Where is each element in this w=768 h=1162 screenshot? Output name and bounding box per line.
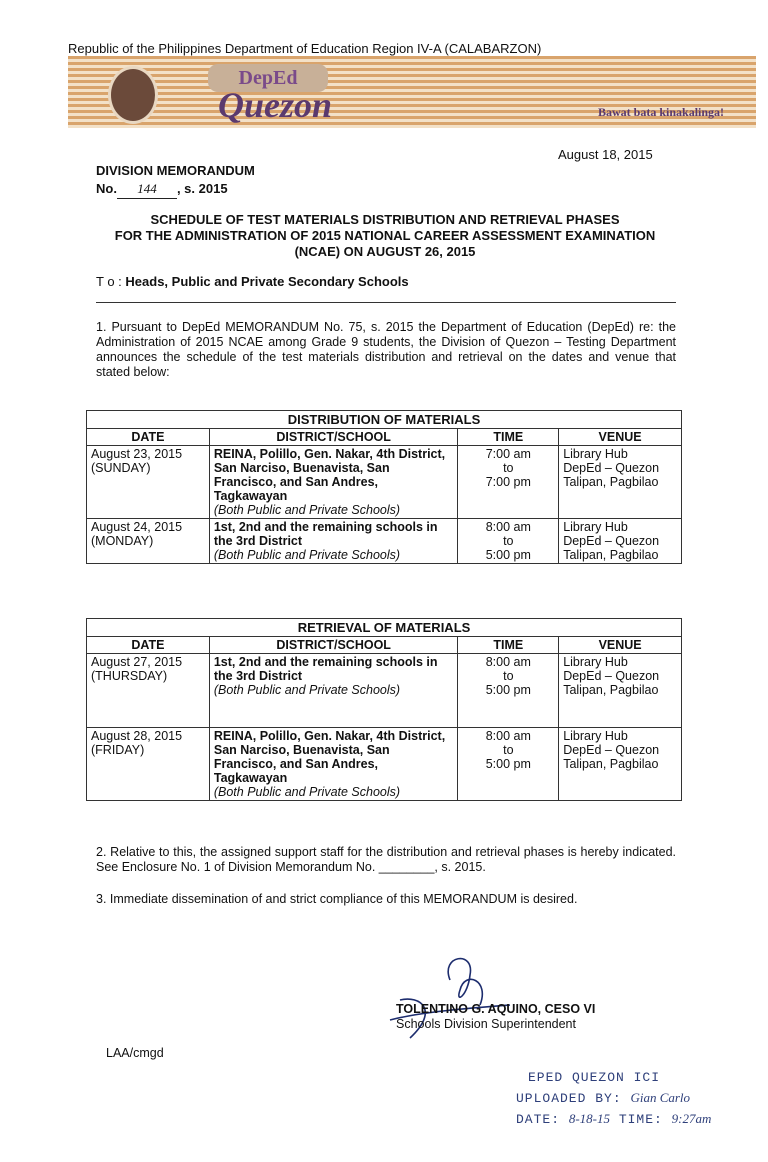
retrieval-caption: RETRIEVAL OF MATERIALS (87, 619, 682, 637)
row-venue: DepEd – Quezon (563, 743, 660, 757)
distribution-caption: DISTRIBUTION OF MATERIALS (87, 411, 682, 429)
initials: LAA/cmgd (106, 1046, 164, 1060)
row-day: (THURSDAY) (91, 669, 168, 683)
divider (96, 302, 676, 303)
memo-number-line (96, 180, 255, 199)
stamp-uploaded (516, 1088, 711, 1109)
col-header-venue: VENUE (559, 429, 682, 446)
stamp-uploaded-value: Gian Carlo (630, 1090, 691, 1105)
row-time-to: to (503, 534, 514, 548)
stamp-time-value: 9:27am (671, 1111, 712, 1126)
row-venue: Talipan, Pagbilao (563, 548, 659, 562)
table-row (87, 519, 682, 564)
col-header-school: DISTRICT/SCHOOL (209, 429, 458, 446)
memo-date: August 18, 2015 (558, 147, 653, 162)
table-row (87, 654, 682, 728)
seal-icon (108, 66, 158, 124)
agency-header: Republic of the Philippines Department of Education Region IV-A (CALABARZON) (68, 41, 542, 56)
deped-logo: DepEd (208, 64, 328, 92)
row-date: August 24, 2015 (91, 520, 183, 534)
upload-stamp (516, 1068, 711, 1130)
row-venue: Library Hub (563, 520, 628, 534)
row-venue: DepEd – Quezon (563, 669, 660, 683)
row-school: 1st, 2nd and the remaining schools in the 3rd District (213, 520, 438, 548)
row-time-start: 8:00 am (485, 520, 531, 534)
col-header-venue: VENUE (559, 637, 682, 654)
memo-title (80, 212, 690, 260)
row-venue: Talipan, Pagbilao (563, 757, 659, 771)
row-venue: Library Hub (563, 729, 628, 743)
row-venue: Library Hub (563, 655, 628, 669)
row-date: August 23, 2015 (91, 447, 183, 461)
row-time-end: 7:00 pm (485, 475, 531, 489)
row-note: (Both Public and Private Schools) (213, 785, 401, 799)
row-time-to: to (503, 669, 514, 683)
paragraph-3: 3. Immediate dissemination of and strict compliance of this MEMORANDUM is desired. (96, 892, 578, 906)
row-school: REINA, Polillo, Gen. Nakar, 4th District, San Narciso, Buenavista, San Francisco, and San Andres, Tagkawayan (213, 447, 446, 503)
row-day: (FRIDAY) (91, 743, 145, 757)
stamp-date-label: DATE: (516, 1112, 561, 1127)
motto: Bawat bata kinakalinga! (598, 105, 725, 119)
table-row (87, 446, 682, 519)
title-line: (NCAE) ON AUGUST 26, 2015 (294, 244, 476, 259)
row-day: (SUNDAY) (91, 461, 151, 475)
paragraph-2-text: 2. Relative to this, the assigned support staff for the distribution and retrieval phases is hereby indicated. See Enclosure No. 1 of Division Memorandum No. (96, 845, 676, 874)
row-venue: DepEd – Quezon (563, 461, 660, 475)
stamp-time-label: TIME: (618, 1112, 663, 1127)
stamp-date-value: 8-18-15 (568, 1111, 610, 1126)
to-value: Heads, Public and Private Secondary Schools (125, 274, 409, 289)
table-row (87, 728, 682, 801)
row-note: (Both Public and Private Schools) (213, 548, 401, 562)
row-note: (Both Public and Private Schools) (213, 503, 401, 517)
retrieval-table (86, 618, 682, 801)
memo-id (96, 162, 255, 199)
row-time-start: 8:00 am (485, 655, 531, 669)
col-header-date: DATE (87, 429, 210, 446)
row-time-to: to (503, 461, 514, 475)
row-day: (MONDAY) (91, 534, 154, 548)
division-logo-text: Quezon (218, 85, 333, 125)
addressee (96, 274, 409, 289)
signatory-name: TOLENTINO G. AQUINO, CESO VI (396, 1002, 596, 1016)
row-venue: Library Hub (563, 447, 628, 461)
row-venue: Talipan, Pagbilao (563, 683, 659, 697)
row-venue: Talipan, Pagbilao (563, 475, 659, 489)
row-time-start: 8:00 am (485, 729, 531, 743)
division-banner (68, 56, 756, 128)
memo-type: DIVISION MEMORANDUM (96, 163, 255, 178)
row-note: (Both Public and Private Schools) (213, 683, 401, 697)
row-time-start: 7:00 am (485, 447, 531, 461)
row-date: August 28, 2015 (91, 729, 183, 743)
col-header-school: DISTRICT/SCHOOL (209, 637, 458, 654)
memo-number: 144 (117, 180, 177, 199)
stamp-office: EPED QUEZON ICI (528, 1070, 661, 1085)
title-line: SCHEDULE OF TEST MATERIALS DISTRIBUTION AND RETRIEVAL PHASES (150, 212, 620, 227)
row-venue: DepEd – Quezon (563, 534, 660, 548)
row-school: REINA, Polillo, Gen. Nakar, 4th District, San Narciso, Buenavista, San Francisco, and San Andres, Tagkawayan (213, 729, 446, 785)
to-label: T o : (96, 274, 122, 289)
paragraph-1: 1. Pursuant to DepEd MEMORANDUM No. 75, s. 2015 the Department of Education (DepEd) re: the Administration of 2015 NCAE among Grade 9 students, the Division of Quezon – Testing Department announces the schedule of the test materials distribution and retrieval on the dates and venue that stated below: (96, 320, 676, 379)
col-header-time: TIME (458, 637, 559, 654)
memo-number-blank: ________ (378, 860, 435, 874)
row-time-end: 5:00 pm (485, 757, 531, 771)
paragraph-2 (96, 845, 676, 875)
paragraph-2-series: , s. 2015. (434, 860, 486, 874)
stamp-uploaded-label: UPLOADED BY: (516, 1091, 622, 1106)
row-time-to: to (503, 743, 514, 757)
signatory-block (396, 1002, 595, 1032)
row-school: 1st, 2nd and the remaining schools in the 3rd District (213, 655, 438, 683)
row-date: August 27, 2015 (91, 655, 183, 669)
row-time-end: 5:00 pm (485, 683, 531, 697)
distribution-table (86, 410, 682, 564)
stamp-date-time (516, 1109, 711, 1130)
col-header-date: DATE (87, 637, 210, 654)
signatory-position: Schools Division Superintendent (396, 1017, 576, 1031)
memo-series: , s. 2015 (176, 181, 228, 196)
memo-number-prefix: No. (96, 181, 117, 196)
title-line: FOR THE ADMINISTRATION OF 2015 NATIONAL CAREER ASSESSMENT EXAMINATION (114, 228, 656, 243)
row-time-end: 5:00 pm (485, 548, 531, 562)
col-header-time: TIME (458, 429, 559, 446)
